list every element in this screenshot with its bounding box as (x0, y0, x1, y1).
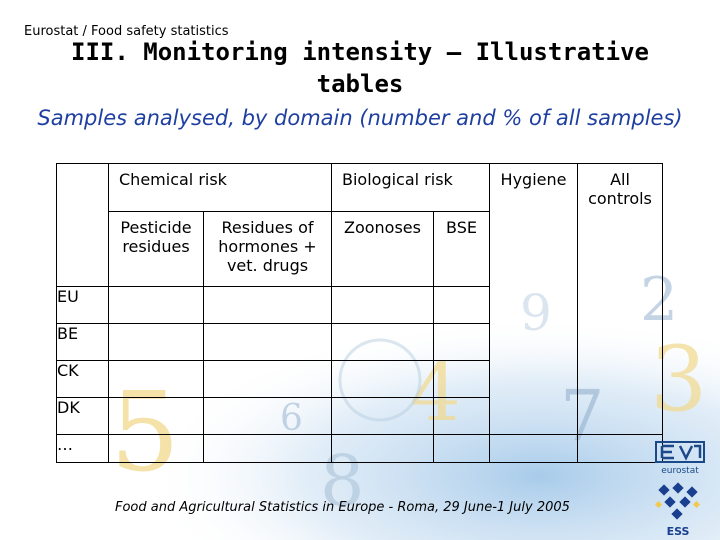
slide-title (60, 36, 660, 100)
svg-text:4: 4 (410, 346, 461, 439)
eurostat-logo-icon (652, 440, 708, 476)
subheader-bse: BSE (434, 212, 490, 287)
row-label-dk: DK (57, 398, 109, 435)
slide-subtitle: Samples analysed, by domain (number and % of all samples) (37, 106, 683, 130)
header-hygiene: Hygiene (490, 164, 578, 435)
svg-text:7: 7 (560, 375, 605, 457)
svg-text:9: 9 (520, 284, 552, 342)
header-chemical-risk: Chemical risk (109, 164, 332, 212)
monitoring-table (56, 163, 663, 463)
row-label-be: BE (57, 324, 109, 361)
footer-conference: Food and Agricultural Statistics in Europe - Roma, 29 June-1 July 2005 (115, 500, 570, 515)
corner-cell (57, 164, 109, 287)
ess-logo-text: ESS (666, 525, 690, 538)
svg-text:3: 3 (650, 327, 708, 432)
subheader-hormones-vet-drugs: Residues of hormones + vet. drugs (204, 212, 332, 287)
table-row (57, 435, 663, 463)
svg-text:8: 8 (320, 440, 365, 522)
ess-logo-icon (648, 482, 708, 538)
svg-text:6: 6 (280, 398, 303, 439)
row-label-eu: EU (57, 287, 109, 324)
source-label: Eurostat / Food safety statistics (24, 24, 229, 39)
subheader-pesticide-residues: Pesticide residues (109, 212, 204, 287)
header-biological-risk: Biological risk (332, 164, 490, 212)
svg-text:5: 5 (110, 368, 180, 496)
subheader-zoonoses: Zoonoses (332, 212, 434, 287)
title-line-2: tables (316, 70, 404, 98)
row-label-ellipsis: … (57, 435, 109, 463)
row-label-ck: CK (57, 361, 109, 398)
header-all-controls: All controls (578, 164, 663, 435)
eurostat-logo-text: eurostat (661, 466, 699, 476)
svg-text:2: 2 (640, 265, 679, 335)
title-line-1: III. Monitoring intensity – Illustrative (71, 38, 649, 66)
